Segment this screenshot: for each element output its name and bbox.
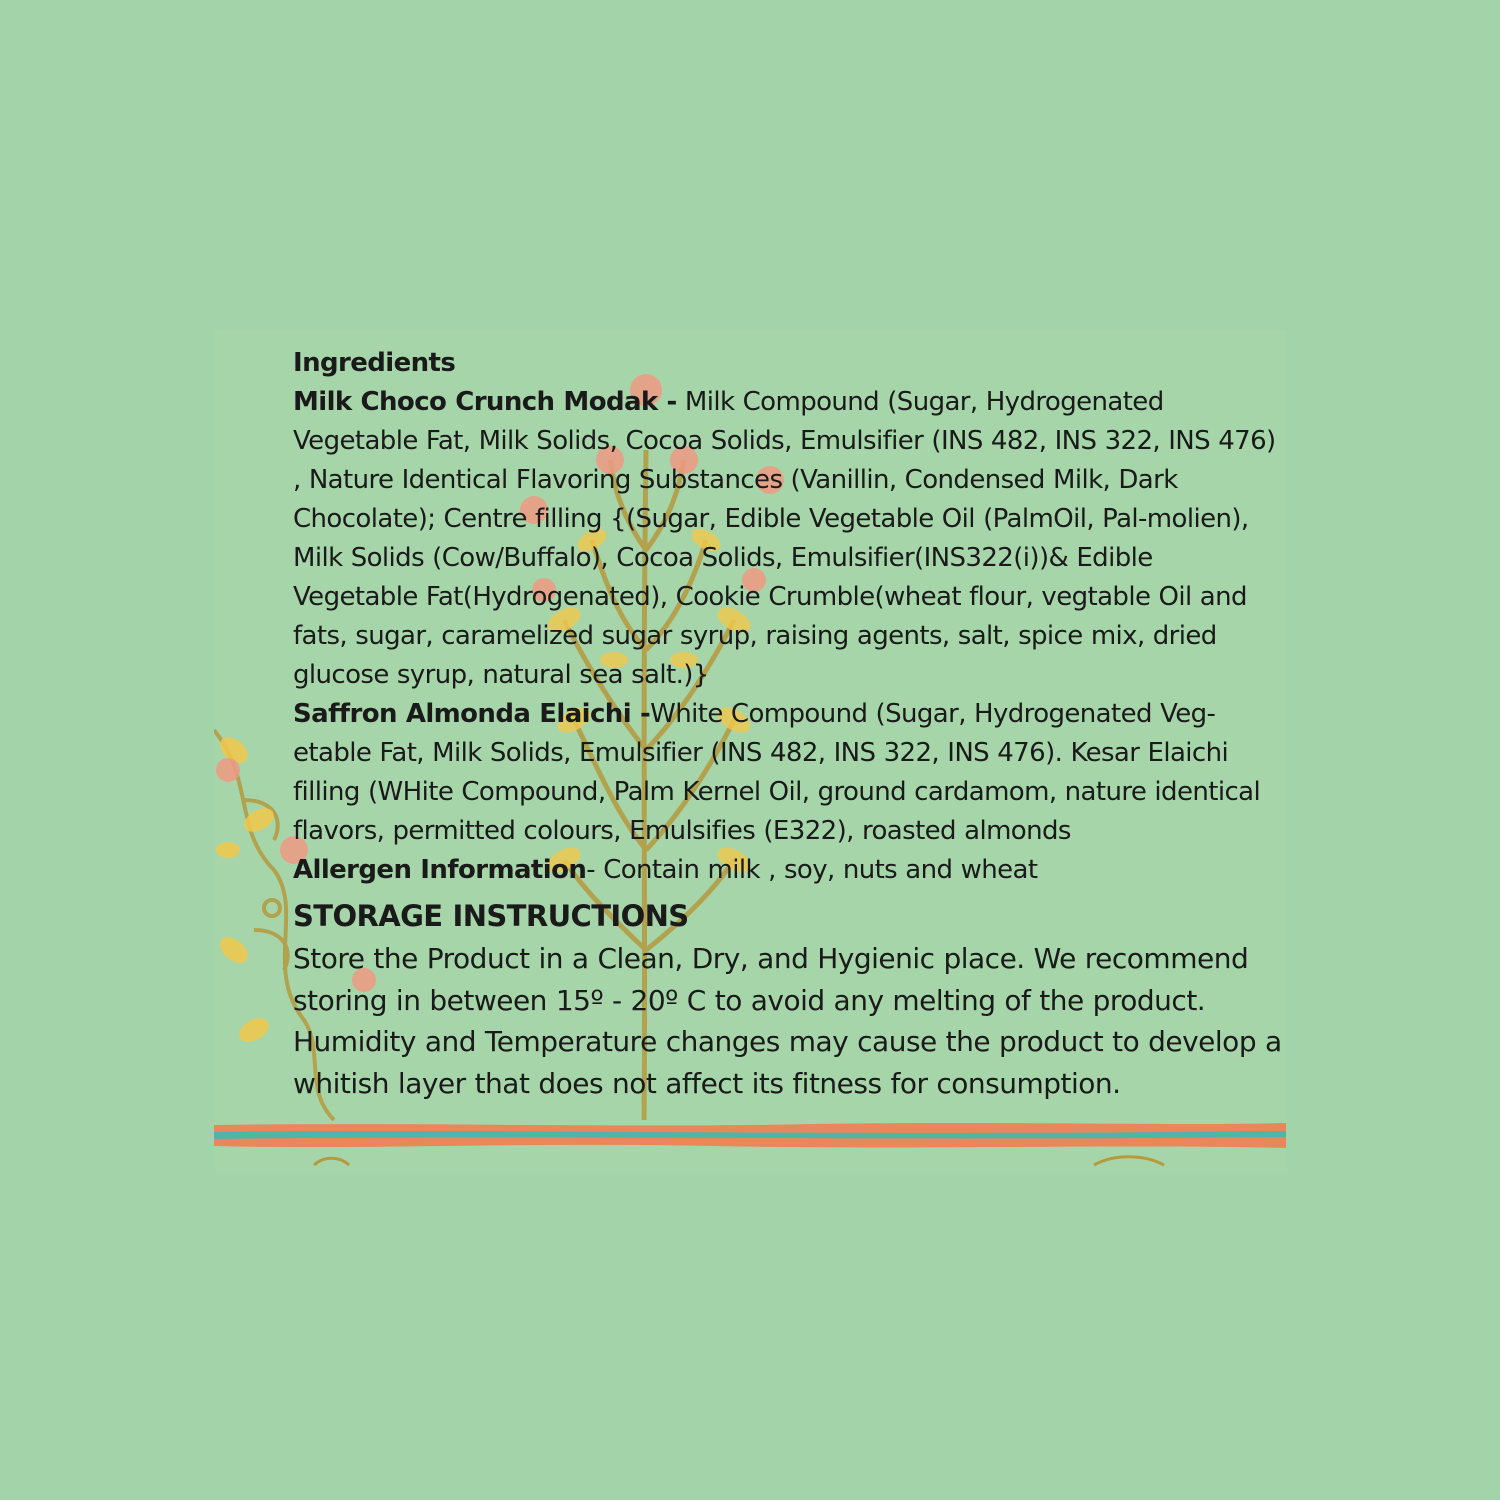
- ingredient-label: [214, 330, 1286, 1170]
- product-1-ingredients: [293, 383, 1283, 695]
- allergen-text: - Contain milk , soy, nuts and wheat: [586, 855, 1038, 885]
- product-2-ingredients: [293, 695, 1283, 851]
- product-2-name: Saffron Almonda Elaichi -: [293, 699, 651, 729]
- storage-text: Store the Product in a Clean, Dry, and Hygienic place. We recommend storing in between 15º - 20º C to avoid any melting of the product. Humidity and Temperature changes may cause the product to develop a whitish layer that does not affect its fitness for consumption.: [293, 942, 1282, 1100]
- storage-heading: STORAGE INSTRUCTIONS: [293, 899, 689, 933]
- decorative-border-strip: [214, 1120, 1286, 1170]
- product-2-text: White Compound (Sugar, Hydrogenated Veg-etable Fat, Milk Solids, Emulsifier (INS 482, INS 322, INS 476). Kesar Elaichi filling (WHite Compound, Palm Kernel Oil, ground cardamom, nature identical flavors, permitted colours, Emulsifies (E322), roasted almonds: [293, 699, 1261, 846]
- label-text-block: [293, 344, 1283, 1104]
- product-1-name: Milk Choco Crunch Modak -: [293, 387, 677, 417]
- allergen-information: [293, 851, 1283, 890]
- product-1-text: Milk Compound (Sugar, Hydrogenated Vegetable Fat, Milk Solids, Cocoa Solids, Emulsifier (INS 482, INS 322, INS 476) , Nature Identical Flavoring Substances (Vanillin, Condensed Milk, Dark Chocolate); Centre filling {(Sugar, Edible Vegetable Oil (PalmOil, Pal-molien), Milk Solids (Cow/Buffalo), Cocoa Solids, Emulsifier(INS322(i))& Edible Vegetable Fat(Hydrogenated), Cookie Crumble(wheat flour, vegtable Oil and fats, sugar, caramelized sugar syrup, raising agents, salt, spice mix, dried glucose syrup, natural sea salt.)}: [293, 387, 1276, 690]
- ingredients-heading: Ingredients: [293, 348, 456, 378]
- allergen-label: Allergen Information: [293, 855, 587, 885]
